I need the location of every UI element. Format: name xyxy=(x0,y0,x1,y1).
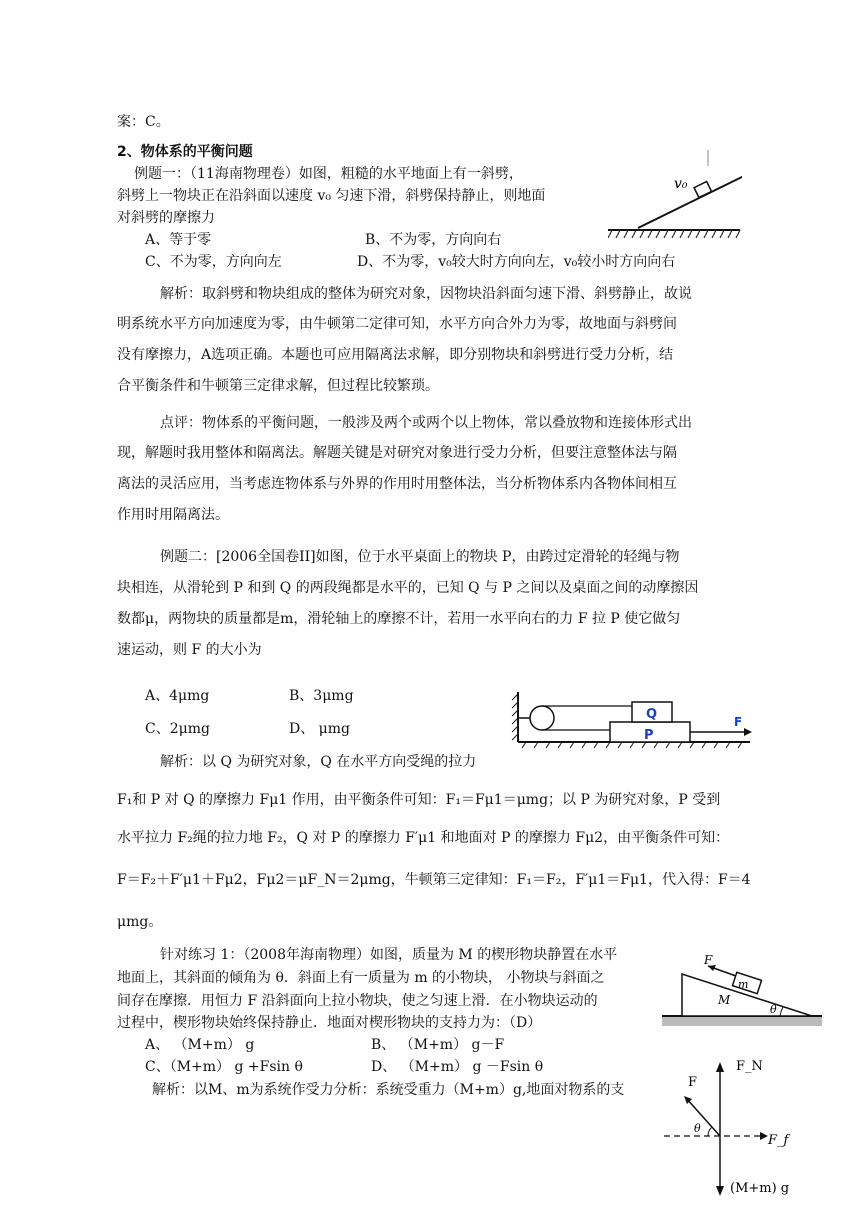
text-line: 现，解题时我用整体和隔离法。解题关键是对研究对象进行受力分析，但要注意整体法与隔 xyxy=(117,445,677,461)
text-line: 没有摩擦力，A选项正确。本题也可应用隔离法求解，即分别物块和斜劈进行受力分析，结 xyxy=(117,347,674,363)
text-line: 明系统水平方向加速度为零，由牛顿第二定律可知，水平方向合外力为零，故地面与斜劈间 xyxy=(117,316,677,332)
incline-figure xyxy=(608,150,742,242)
wedge-figure xyxy=(662,952,824,1032)
angle-label: θ xyxy=(770,1003,777,1016)
option-d: D、不为零，v₀较大时方向向左，v₀较小时方向向右 xyxy=(357,254,676,270)
normal-force-label: F_N xyxy=(736,1059,763,1074)
text-line: 速运动，则 F 的大小为 xyxy=(117,642,262,658)
option-d: D、 μmg xyxy=(289,721,351,737)
text-line: 合平衡条件和牛顿第三定律求解，但过程比较繁琐。 xyxy=(117,378,439,394)
section-heading: 2、物体系的平衡问题 xyxy=(117,144,253,160)
option-b: B、3μmg xyxy=(289,688,354,704)
text-line: 例题一：（11海南物理卷）如图，粗糙的水平地面上有一斜劈， xyxy=(134,166,523,182)
text-line: 作用时用隔离法。 xyxy=(117,507,229,523)
option-d: D、 （M+m） g －Fsin θ xyxy=(371,1059,544,1075)
text-line: μmg。 xyxy=(117,914,163,930)
text-line: 点评：物体系的平衡问题，一般涉及两个或两个以上物体，常以叠放物和连接体形式出 xyxy=(160,415,692,431)
text-line: 间存在摩擦．用恒力 F 沿斜面向上拉小物块，使之匀速上滑．在小物块运动的 xyxy=(117,993,598,1009)
text-line: 块相连，从滑轮到 P 和到 Q 的两段绳都是水平的，已知 Q 与 P 之间以及桌面之间的动摩擦因 xyxy=(117,580,699,596)
p-label: P xyxy=(644,728,654,743)
gravity-label: (M+m) g xyxy=(730,1181,790,1196)
text-line: 解析：取斜劈和物块组成的整体为研究对象，因物块沿斜面匀速下滑、斜劈静止，故说 xyxy=(160,286,692,302)
option-c: C、（M+m） g +Fsin θ xyxy=(145,1059,303,1075)
text-line: 过程中，楔形物块始终保持静止．地面对楔形物块的支持力为：（D） xyxy=(117,1015,542,1031)
text-line: 例题二：[2006全国卷II]如图，位于水平桌面上的物块 P，由跨过定滑轮的轻绳与物 xyxy=(160,549,680,565)
option-a: A、等于零 xyxy=(145,232,212,248)
pulley-figure xyxy=(510,688,756,750)
option-a: A、 （M+m） g xyxy=(145,1037,255,1053)
friction-label: F_f xyxy=(768,1133,789,1148)
force-label: F xyxy=(704,953,713,967)
option-a: A、4μmg xyxy=(145,688,210,704)
small-mass-label: m xyxy=(738,978,749,991)
velocity-label: v₀ xyxy=(674,176,688,192)
option-c: C、不为零，方向向左 xyxy=(145,254,282,270)
option-c: C、2μmg xyxy=(145,721,210,737)
force-label: F xyxy=(734,715,743,729)
text-line: 案：C。 xyxy=(117,114,170,130)
text-line: 数都μ，两物块的质量都是m，滑轮轴上的摩擦不计，若用一水平向右的力 F 拉 P 使它做匀 xyxy=(117,611,681,627)
force-diagram xyxy=(664,1052,808,1202)
text-line: 解析：以M、m为系统作受力分析：系统受重力（M+m）g,地面对物系的支 xyxy=(152,1082,625,1098)
q-label: Q xyxy=(646,707,658,722)
text-line: 对斜劈的摩擦力 xyxy=(117,210,215,226)
text-line: F＝F₂＋F′μ1＋Fμ2，Fμ2＝μF_N＝2μmg，牛顿第三定律知：F₁＝F₂，F′μ1＝Fμ1，代入得：F＝4 xyxy=(117,872,751,888)
text-line: 解析：以 Q 为研究对象，Q 在水平方向受绳的拉力 xyxy=(160,754,477,770)
text-line: 水平拉力 F₂绳的拉力地 F₂，Q 对 P 的摩擦力 F′μ1 和地面对 P 的摩擦力 Fμ2，由平衡条件可知： xyxy=(117,830,730,846)
wedge-mass-label: M xyxy=(718,993,731,1007)
text-line: 针对练习 1：（2008年海南物理）如图，质量为 M 的楔形物块静置在水平 xyxy=(160,947,618,963)
text-line: 地面上，其斜面的倾角为 θ．斜面上有一质量为 m 的小物块， 小物块与斜面之 xyxy=(117,970,605,986)
pull-force-label: F xyxy=(688,1075,698,1090)
angle-label: θ xyxy=(694,1122,701,1135)
option-b: B、 （M+m） g－F xyxy=(371,1037,505,1053)
text-line: 斜劈上一物块正在沿斜面以速度 v₀ 匀速下滑，斜劈保持静止，则地面 xyxy=(117,188,546,204)
text-line: 离法的灵活应用，当考虑连物体系与外界的作用时用整体法，当分析物体系内各物体间相互 xyxy=(117,476,677,492)
text-line: F₁和 P 对 Q 的摩擦力 Fμ1 作用，由平衡条件可知：F₁＝Fμ1＝μmg；以 P 为研究对象，P 受到 xyxy=(117,792,721,808)
option-b: B、不为零，方向向右 xyxy=(365,232,502,248)
